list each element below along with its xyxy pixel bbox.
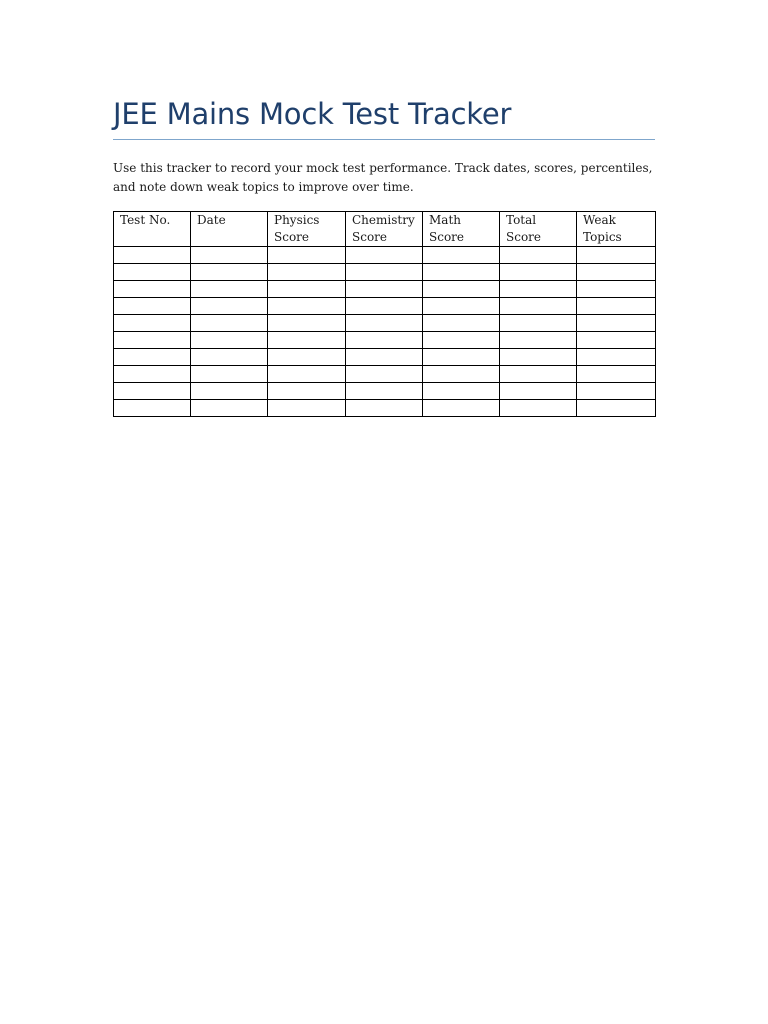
table-cell[interactable] (500, 383, 577, 400)
table-cell[interactable] (346, 400, 423, 417)
table-cell[interactable] (577, 281, 656, 298)
table-body (114, 247, 656, 417)
header-label: Physics Score (274, 213, 320, 244)
table-row (114, 349, 656, 366)
table-cell[interactable] (423, 366, 500, 383)
table-cell[interactable] (191, 400, 268, 417)
table-cell[interactable] (346, 247, 423, 264)
table-cell[interactable] (191, 264, 268, 281)
table-cell[interactable] (268, 315, 346, 332)
table-cell[interactable] (577, 264, 656, 281)
table-cell[interactable] (114, 264, 191, 281)
mock-test-table (113, 211, 656, 417)
table-cell[interactable] (423, 247, 500, 264)
table-cell[interactable] (577, 298, 656, 315)
table-cell[interactable] (423, 264, 500, 281)
header-label: Test No. (120, 213, 171, 227)
table-cell[interactable] (191, 315, 268, 332)
header-label: Weak Topics (583, 213, 622, 244)
table-cell[interactable] (114, 281, 191, 298)
table-cell[interactable] (268, 281, 346, 298)
table-cell[interactable] (577, 332, 656, 349)
header-label: Total Score (506, 213, 542, 244)
table-cell[interactable] (268, 298, 346, 315)
table-row (114, 264, 656, 281)
table-cell[interactable] (346, 315, 423, 332)
table-cell[interactable] (500, 366, 577, 383)
table-cell[interactable] (423, 332, 500, 349)
header-weak-topics (577, 212, 656, 247)
table-cell[interactable] (346, 383, 423, 400)
table-row (114, 298, 656, 315)
table-cell[interactable] (500, 281, 577, 298)
table-row (114, 281, 656, 298)
table-cell[interactable] (268, 400, 346, 417)
table-cell[interactable] (500, 315, 577, 332)
header-test-no (114, 212, 191, 247)
header-date (191, 212, 268, 247)
table-cell[interactable] (268, 383, 346, 400)
table-cell[interactable] (577, 400, 656, 417)
table-header-row (114, 212, 656, 247)
table-cell[interactable] (423, 315, 500, 332)
header-label: Math Score (429, 213, 465, 244)
table-cell[interactable] (577, 349, 656, 366)
table-row (114, 400, 656, 417)
table-cell[interactable] (191, 247, 268, 264)
header-label: Date (197, 213, 226, 227)
table-cell[interactable] (346, 281, 423, 298)
table-row (114, 315, 656, 332)
table-cell[interactable] (423, 349, 500, 366)
document-title: JEE Mains Mock Test Tracker (113, 97, 512, 131)
table-cell[interactable] (423, 281, 500, 298)
table-cell[interactable] (114, 349, 191, 366)
header-label: Chemistry Score (352, 213, 415, 244)
table-cell[interactable] (268, 366, 346, 383)
table-cell[interactable] (114, 366, 191, 383)
header-total-score (500, 212, 577, 247)
table-cell[interactable] (423, 298, 500, 315)
table-cell[interactable] (114, 332, 191, 349)
table-cell[interactable] (346, 349, 423, 366)
table-cell[interactable] (500, 349, 577, 366)
header-physics-score (268, 212, 346, 247)
title-underline (113, 139, 655, 140)
table-cell[interactable] (423, 383, 500, 400)
table-cell[interactable] (114, 383, 191, 400)
table-cell[interactable] (577, 383, 656, 400)
table-cell[interactable] (268, 247, 346, 264)
header-chemistry-score (346, 212, 423, 247)
table-cell[interactable] (191, 298, 268, 315)
table-cell[interactable] (191, 332, 268, 349)
table-cell[interactable] (500, 264, 577, 281)
table-cell[interactable] (500, 298, 577, 315)
table-cell[interactable] (114, 247, 191, 264)
table-cell[interactable] (577, 247, 656, 264)
table-cell[interactable] (346, 332, 423, 349)
table-cell[interactable] (191, 366, 268, 383)
table-cell[interactable] (268, 332, 346, 349)
table-row (114, 332, 656, 349)
table-cell[interactable] (114, 315, 191, 332)
table-cell[interactable] (500, 332, 577, 349)
intro-paragraph: Use this tracker to record your mock test performance. Track dates, scores, percentiles, and note down weak topics to improve over time. (113, 161, 653, 194)
table-row (114, 383, 656, 400)
table-cell[interactable] (114, 298, 191, 315)
table-cell[interactable] (500, 247, 577, 264)
table-cell[interactable] (346, 298, 423, 315)
header-math-score (423, 212, 500, 247)
table-cell[interactable] (191, 349, 268, 366)
table-cell[interactable] (268, 264, 346, 281)
table-row (114, 366, 656, 383)
table-cell[interactable] (577, 315, 656, 332)
table-cell[interactable] (500, 400, 577, 417)
table-cell[interactable] (346, 264, 423, 281)
table-cell[interactable] (577, 366, 656, 383)
table-cell[interactable] (191, 281, 268, 298)
table-cell[interactable] (423, 400, 500, 417)
table-cell[interactable] (346, 366, 423, 383)
table-cell[interactable] (191, 383, 268, 400)
table-row (114, 247, 656, 264)
table-cell[interactable] (268, 349, 346, 366)
table-cell[interactable] (114, 400, 191, 417)
